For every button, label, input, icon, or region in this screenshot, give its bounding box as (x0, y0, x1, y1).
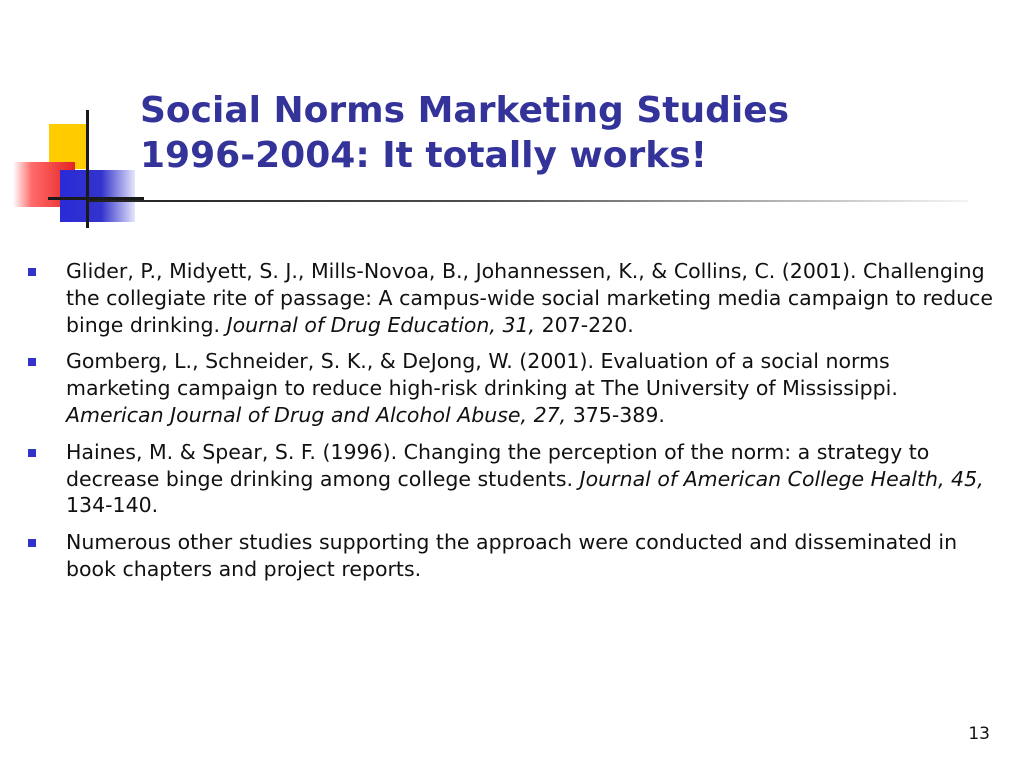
page-number: 13 (968, 724, 990, 744)
title-line-1: Social Norms Marketing Studies (140, 90, 790, 131)
vertical-line (86, 110, 89, 228)
decorative-logo (0, 0, 150, 240)
journal-citation: Journal of American College Health, 45, (579, 466, 984, 491)
journal-citation: Journal of Drug Education, 31, (226, 312, 536, 337)
list-item (28, 529, 998, 583)
reference-text: Haines, M. & Spear, S. F. (1996). Changing the perception of the norm: a strategy to decrease binge drinking among college students. (66, 439, 930, 491)
journal-citation: American Journal of Drug and Alcohol Abuse, 27, (66, 402, 567, 427)
list-item (28, 348, 998, 428)
title-line-2: 1996-2004: It totally works! (140, 135, 708, 176)
list-item (28, 258, 998, 338)
bullet-text (66, 348, 998, 428)
bullet-icon (28, 358, 36, 366)
bullet-text (66, 529, 998, 583)
bullet-icon (28, 539, 36, 547)
reference-text: Numerous other studies supporting the approach were conducted and disseminated in book chapters and project reports. (66, 530, 958, 581)
blue-square (60, 170, 135, 222)
page-range: 207-220. (535, 312, 634, 337)
page-range: 134-140. (66, 493, 159, 518)
title-divider (88, 200, 968, 202)
reference-text: Glider, P., Midyett, S. J., Mills-Novoa, B., Johannessen, K., & Collins, C. (2001). Challenging the collegiate rite of passage: A campus-wide social marketing media campaign to reduce binge drinking. (66, 259, 994, 337)
list-item (28, 439, 998, 519)
reference-text: Gomberg, L., Schneider, S. K., & DeJong, W. (2001). Evaluation of a social norms marketing campaign to reduce high-risk drinking at The University of Mississippi. (66, 349, 898, 401)
bullet-text (66, 439, 998, 519)
slide-title (140, 88, 1000, 178)
page-range: 375-389. (566, 402, 665, 427)
bullet-text (66, 258, 998, 338)
reference-list (28, 258, 998, 593)
bullet-icon (28, 449, 36, 457)
bullet-icon (28, 268, 36, 276)
